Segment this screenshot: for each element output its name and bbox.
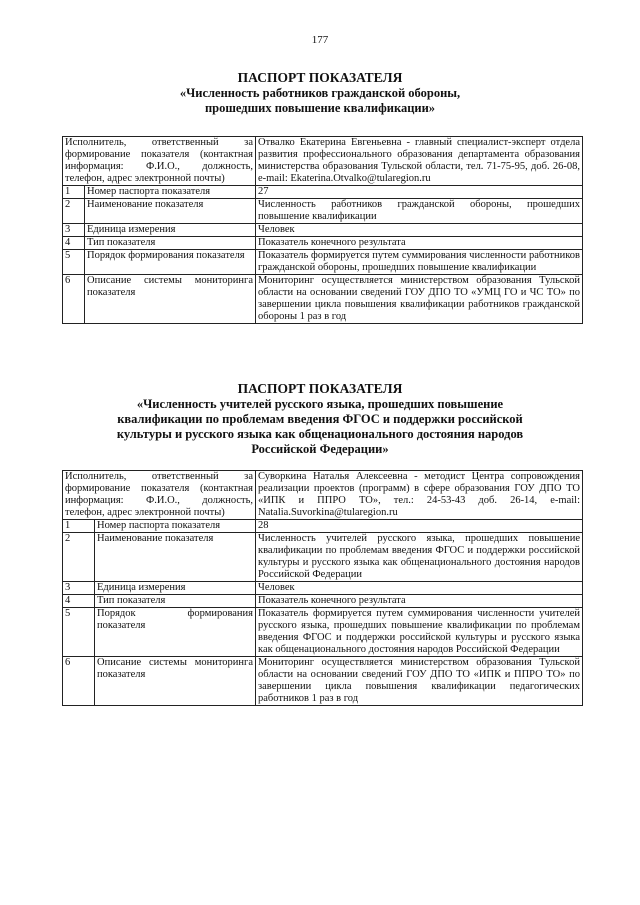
row-number: 1 xyxy=(63,520,95,533)
page-number: 177 xyxy=(311,34,329,46)
passport2-table xyxy=(62,470,583,706)
row-value: Человек xyxy=(256,582,583,595)
row-number: 6 xyxy=(63,657,95,706)
row-label: Описание системы мониторинга показателя xyxy=(95,657,256,706)
executor-value: Отвалко Екатерина Евгеньевна - главный специалист-эксперт отдела развития профессионального образования департамента образования министерства образования Тульской области, тел. 71-75-95, доб. 26-08, e-mail: Ekaterina.Otvalko@tularegion.ru xyxy=(256,137,583,186)
table-row xyxy=(63,608,583,657)
passport1-subtitle-line2: прошедших повышение квалификации» xyxy=(204,101,436,115)
row-number: 3 xyxy=(63,582,95,595)
table-row xyxy=(63,471,583,520)
passport1-table xyxy=(62,136,583,324)
passport1-subtitle-line1: «Численность работников гражданской обороны, xyxy=(179,86,461,100)
passport2-heading xyxy=(60,381,580,457)
row-number: 1 xyxy=(63,186,85,199)
table-row xyxy=(63,237,583,250)
row-label: Единица измерения xyxy=(95,582,256,595)
row-value: Мониторинг осуществляется министерством образования Тульской области на основании сведений ГОУ ДПО ТО «ИПК и ППРО ТО» по завершении цикла повышения квалификации педагогических работников 1 раз в год xyxy=(256,657,583,706)
row-number: 5 xyxy=(63,250,85,275)
table-row xyxy=(63,582,583,595)
row-label: Единица измерения xyxy=(85,224,256,237)
row-label: Наименование показателя xyxy=(95,533,256,582)
row-value: Мониторинг осуществляется министерством образования Тульской области на основании сведений ГОУ ДПО ТО «УМЦ ГО и ЧС ТО» по завершении цикла повышения квалификации работников гражданской обороны 1 раз в год xyxy=(256,275,583,324)
table-row xyxy=(63,595,583,608)
row-value: Показатель формируется путем суммирования численности работников гражданской обороны, прошедших повышение квалификации xyxy=(256,250,583,275)
table-row xyxy=(63,657,583,706)
row-number: 2 xyxy=(63,533,95,582)
row-number: 4 xyxy=(63,595,95,608)
row-number: 3 xyxy=(63,224,85,237)
row-value: 27 xyxy=(256,186,583,199)
row-value: Показатель конечного результата xyxy=(256,595,583,608)
table-row xyxy=(63,186,583,199)
passport2-subtitle-line3: культуры и русского языка как общенационального достояния народов xyxy=(116,427,524,441)
row-label: Номер паспорта показателя xyxy=(85,186,256,199)
row-number: 5 xyxy=(63,608,95,657)
row-label: Номер паспорта показателя xyxy=(95,520,256,533)
row-number: 2 xyxy=(63,199,85,224)
row-value: Показатель конечного результата xyxy=(256,237,583,250)
table-row xyxy=(63,137,583,186)
row-number: 6 xyxy=(63,275,85,324)
row-label: Тип показателя xyxy=(85,237,256,250)
row-label: Тип показателя xyxy=(95,595,256,608)
executor-label: Исполнитель, ответственный за формирование показателя (контактная информация: Ф.И.О., должность, телефон, адрес электронной почты) xyxy=(63,137,256,186)
table-row xyxy=(63,199,583,224)
row-value: Человек xyxy=(256,224,583,237)
row-value: Численность работников гражданской обороны, прошедших повышение квалификации xyxy=(256,199,583,224)
passport1-title: ПАСПОРТ ПОКАЗАТЕЛЯ xyxy=(237,70,403,85)
table-row xyxy=(63,533,583,582)
passport2-title: ПАСПОРТ ПОКАЗАТЕЛЯ xyxy=(237,381,403,396)
executor-label: Исполнитель, ответственный за формирование показателя (контактная информация: Ф.И.О., должность, телефон, адрес электронной почты) xyxy=(63,471,256,520)
passport2-subtitle-line4: Российской Федерации» xyxy=(251,442,389,456)
executor-value: Суворкина Наталья Алексеевна - методист Центра сопровождения реализации проектов (программ) в сфере образования ГОУ ДПО ТО «ИПК и ППРО ТО», тел.: 24-53-43 доб. 26-14, e-mail: Natalia.Suvorkina@tularegion.ru xyxy=(256,471,583,520)
passport2-subtitle-line2: квалификации по проблемам введения ФГОС и поддержки российской xyxy=(117,412,523,426)
row-value: Численность учителей русского языка, прошедших повышение квалификации по проблемам введения ФГОС и поддержки российской культуры и русского языка как общенационального достояния народов Российской Федерации xyxy=(256,533,583,582)
row-label: Описание системы мониторинга показателя xyxy=(85,275,256,324)
row-label: Порядок формирования показателя xyxy=(95,608,256,657)
row-label: Наименование показателя xyxy=(85,199,256,224)
row-number: 4 xyxy=(63,237,85,250)
row-value: Показатель формируется путем суммирования численности учителей русского языка, прошедших повышение квалификации по проблемам введения ФГОС и поддержки российской культуры и русского языка как общенационального достояния народов Российской Федерации xyxy=(256,608,583,657)
table-row xyxy=(63,275,583,324)
passport2-subtitle-line1: «Численность учителей русского языка, прошедших повышение xyxy=(136,397,504,411)
row-value: 28 xyxy=(256,520,583,533)
row-label: Порядок формирования показателя xyxy=(85,250,256,275)
table-row xyxy=(63,520,583,533)
table-row xyxy=(63,250,583,275)
table-row xyxy=(63,224,583,237)
passport1-heading xyxy=(60,70,580,116)
